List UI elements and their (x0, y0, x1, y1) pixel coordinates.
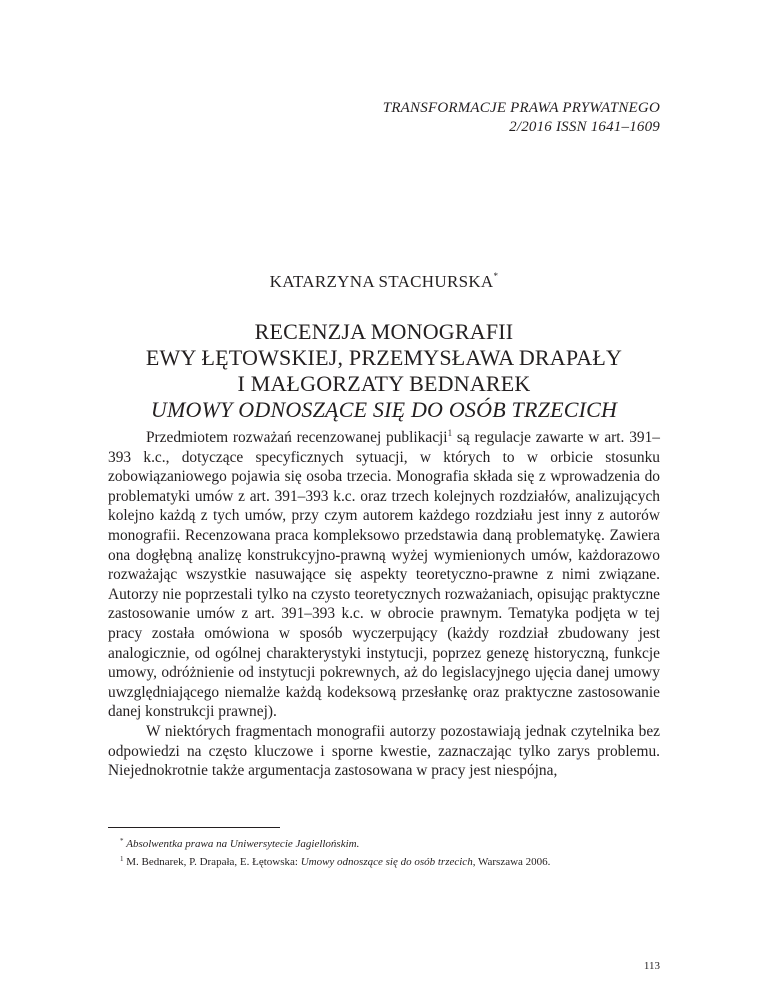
footnote-author (108, 834, 660, 852)
author-footnote-mark: * (493, 271, 499, 281)
title-line-2: EWY ŁĘTOWSKIEJ, PRZEMYSŁAWA DRAPAŁY (145, 345, 623, 370)
journal-issue: 2/2016 ISSN 1641–1609 (509, 119, 660, 135)
title-line-4: UMOWY ODNOSZĄCE SIĘ DO OSÓB TRZECICH (150, 397, 618, 422)
footnote-author-mark: * (120, 837, 124, 845)
page-number: 113 (643, 960, 660, 972)
footnote-author-text: Absolwentka prawa na Uniwersytecie Jagiellońskim. (126, 838, 360, 850)
paragraph-1-rest: są regulacje zawarte w art. 391–393 k.c., dotyczące specyficznych sytuacji, w których to w orbicie stosunku zobowiązaniowego pojawia się osoba trzecia. Monografia składa się z wprowadzenia do problematyki umów z art. 391–393 k.c. oraz trzech kolejnych rozdziałów, analizujących kolejno każdą z tych umów, przy czym autorem każdego rozdziału jest inny z autorów monografii. Recenzowana praca kompleksowo przedstawia daną problematykę. Zawiera ona dogłębną analizę konstrukcyjno-prawną wyżej wymienionych umów, każdorazowo rozważając wszystkie nasuwające się aspekty teoretyczno-prawne z nimi związane. Autorzy nie poprzestali tylko na czysto teoretycznych rozważaniach, opisując praktyczne zastosowanie umów z art. 391–393 k.c. w obrocie prawnym. Tematyka podjęta w tej pracy została omówiona w sposób wyczerpujący (każdy rozdział zbudowany jest analogicznie, od ogólnej charakterystyki instytucji, poprzez genezę historyczną, funkcje umowy, odróżnienie od instytucji pokrewnych, aż do legislacyjnego ujęcia danej umowy uwzględniającego niemalże każdą kodeksową przesłankę oraz praktyczne zastosowanie danej konstrukcji prawnej). (108, 429, 660, 721)
journal-header (260, 99, 660, 137)
title-line-1: RECENZJA MONOGRAFII (254, 319, 514, 344)
footnotes (108, 834, 660, 870)
author-name: KATARZYNA STACHURSKA (269, 272, 494, 291)
paragraph-1 (108, 428, 660, 722)
paragraph-1-start: Przedmiotem rozważań recenzowanej publikacji (146, 429, 448, 446)
author-line (0, 271, 768, 292)
footnote-1-mark: 1 (120, 855, 124, 863)
title-line-3: I MAŁGORZATY BEDNAREK (237, 371, 531, 396)
footnote-1-rest: , Warszawa 2006. (472, 856, 551, 868)
article-title (0, 319, 768, 423)
footnote-1 (108, 852, 660, 870)
article-body (108, 428, 660, 781)
footnote-ref-1: 1 (447, 428, 453, 438)
paragraph-2: W niektórych fragmentach monografii autorzy pozostawiają jednak czytelnika bez odpowiedzi na często kluczowe i sporne kwestie, zaznaczając tylko zarys problemu. Niejednokrotnie także argumentacja zastosowana w pracy jest niespójna, (108, 722, 660, 780)
journal-name: TRANSFORMACJE PRAWA PRYWATNEGO (382, 100, 660, 116)
footnote-1-title: Umowy odnoszące się do osób trzecich (300, 856, 473, 868)
footnote-divider (108, 827, 280, 828)
footnote-1-authors: M. Bednarek, P. Drapała, E. Łętowska: (126, 856, 301, 868)
